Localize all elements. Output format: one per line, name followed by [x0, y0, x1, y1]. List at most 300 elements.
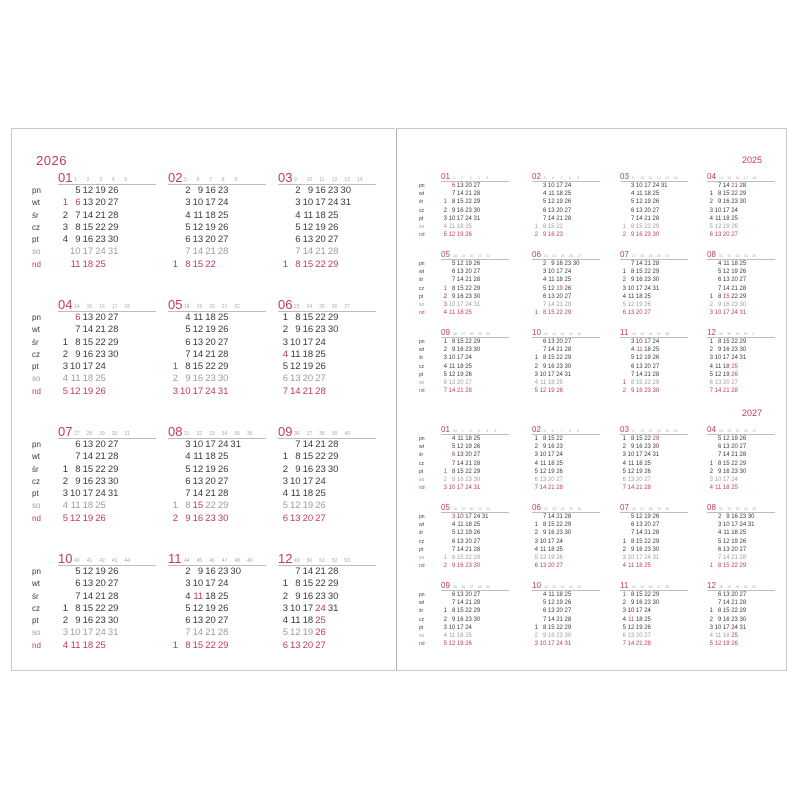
day-cell: 1 — [443, 554, 447, 561]
day-cell: 5 — [630, 514, 635, 520]
day-cell: 1 — [534, 522, 538, 529]
day-cell: 16 — [722, 347, 730, 354]
day-cell: 24 — [556, 452, 563, 459]
day-cell: 15 — [722, 191, 730, 198]
weekday-row-6 — [32, 259, 156, 271]
weekday-row-5 — [512, 554, 600, 562]
day-cell: 23 — [644, 600, 651, 607]
month-number: 05 — [168, 297, 183, 312]
month-10 — [32, 553, 156, 652]
month-header — [620, 329, 688, 338]
day-cell: 12 — [192, 463, 204, 475]
month-number: 07 — [620, 503, 629, 512]
day-cell: 1 — [709, 608, 713, 615]
day-cell: 17 — [722, 207, 730, 214]
week-number: 40 — [344, 431, 350, 437]
day-cell: 24 — [315, 336, 326, 348]
day-cell: 5 — [62, 385, 68, 397]
day-cell: 27 — [217, 475, 229, 487]
week-number: 14 — [74, 304, 80, 310]
day-cell: 29 — [564, 310, 572, 317]
day-cell: 3 — [62, 488, 68, 500]
weekday-row-4 — [600, 293, 688, 301]
weekday-label: cz — [419, 460, 424, 467]
day-cell: 18 — [556, 277, 563, 284]
weekday-label: pt — [419, 371, 424, 378]
weekday-label: pt — [419, 624, 424, 631]
week-number: 11 — [648, 429, 653, 433]
day-cell: 4 — [295, 209, 301, 221]
day-cell: 23 — [327, 185, 339, 196]
day-cell: 23 — [315, 590, 326, 602]
day-cell: 29 — [564, 624, 572, 631]
day-cell: 5 — [443, 232, 447, 239]
month-header — [278, 299, 376, 312]
week-number: 13 — [719, 429, 723, 433]
day-cell: 13 — [448, 379, 456, 386]
day-cell: 17 — [82, 627, 94, 639]
weekday-label: nd — [419, 641, 425, 648]
day-cell: 18 — [722, 215, 730, 222]
day-cell: 15 — [192, 500, 204, 512]
day-cell: 16 — [192, 373, 204, 385]
day-cell: 20 — [644, 207, 651, 214]
week-number: 18 — [453, 507, 457, 511]
weekday-label: cz — [419, 538, 424, 545]
day-cell: 22 — [95, 336, 106, 348]
day-cell: 2 — [622, 232, 626, 239]
day-cell: 31 — [747, 522, 755, 529]
day-cell: 23 — [465, 563, 472, 570]
day-cell: 4 — [62, 500, 68, 512]
week-number: 19 — [461, 507, 466, 511]
week-number: 1 — [453, 176, 455, 180]
day-cell: 25 — [327, 209, 339, 221]
left-page-2026 — [11, 128, 395, 671]
day-cell: 19 — [644, 514, 651, 520]
weekday-row-6 — [32, 386, 156, 398]
weekday-row-6 — [512, 387, 600, 395]
week-number: 50 — [306, 558, 313, 564]
month-05 — [419, 251, 509, 317]
day-cell: 7 — [630, 215, 635, 222]
day-cell: 23 — [731, 468, 738, 475]
weekday-row-2 — [600, 198, 688, 206]
weekday-row-5 — [258, 500, 376, 512]
weekday-row-6 — [600, 562, 688, 570]
day-cell: 17 — [722, 476, 730, 483]
day-cell: 14 — [192, 488, 204, 500]
week-number: 27 — [632, 254, 636, 258]
weekday-row-5 — [258, 627, 376, 639]
day-cell: 3 — [534, 371, 538, 378]
day-cell: 2 — [709, 199, 713, 206]
day-cell: 7 — [709, 388, 713, 395]
day-cell: 7 — [542, 616, 547, 623]
day-cell: 1 — [622, 223, 626, 230]
day-cell: 18 — [302, 348, 314, 360]
day-cell: 15 — [722, 563, 730, 570]
month-header — [532, 426, 600, 435]
day-cell: 7 — [451, 460, 456, 467]
day-cell: 3 — [542, 269, 547, 276]
day-cell: 11 — [70, 639, 81, 651]
week-number: 21 — [477, 507, 482, 511]
weekday-row-1 — [419, 443, 509, 451]
day-cell: 9 — [307, 185, 314, 196]
day-cell: 9 — [717, 199, 722, 206]
day-cell: 1 — [172, 639, 178, 651]
day-cell: 9 — [717, 616, 722, 623]
day-cell: 6 — [630, 207, 635, 214]
weekday-row-2 — [687, 276, 775, 284]
weekday-row-3 — [419, 285, 509, 293]
day-cell: 19 — [315, 221, 326, 233]
day-cell: 8 — [451, 339, 456, 345]
week-number: 2 — [469, 429, 472, 433]
day-cell: 4 — [443, 223, 447, 230]
day-cell: 25 — [731, 363, 738, 370]
day-cell: 26 — [652, 355, 660, 362]
day-cell: 24 — [731, 355, 738, 362]
day-cell: 9 — [542, 363, 547, 370]
day-cell: 13 — [627, 310, 635, 317]
weekday-row-6 — [148, 259, 266, 271]
day-cell: 18 — [644, 191, 651, 198]
day-cell: 28 — [473, 600, 481, 607]
week-number: 44 — [577, 332, 582, 336]
weekday-label: cz — [32, 349, 40, 359]
weekday-row-2 — [258, 591, 376, 603]
day-cell: 3 — [282, 475, 288, 487]
day-cell: 8 — [630, 223, 635, 230]
day-cell: 23 — [217, 566, 229, 577]
day-cell: 6 — [75, 197, 81, 209]
weekday-row-3 — [687, 538, 775, 546]
day-cell: 28 — [739, 285, 747, 292]
day-cell: 26 — [217, 602, 229, 614]
day-cell: 6 — [542, 608, 547, 615]
weekday-row-4 — [512, 215, 600, 223]
day-cell: 24 — [465, 355, 472, 362]
day-cell: 26 — [556, 554, 563, 561]
day-cell: 5 — [717, 538, 722, 545]
day-cell: 15 — [456, 199, 464, 206]
day-cell: 24 — [731, 476, 738, 483]
month-08 — [148, 426, 266, 525]
weekday-row-4 — [419, 624, 509, 632]
day-cell: 19 — [722, 371, 730, 378]
weekday-row-2 — [148, 591, 266, 603]
week-number: 47 — [221, 558, 228, 564]
day-cell: 6 — [282, 512, 288, 524]
weekday-row-2 — [512, 354, 600, 362]
weekday-label: pt — [419, 468, 424, 475]
day-cell: 29 — [739, 191, 747, 198]
day-cell: 20 — [95, 197, 106, 209]
day-cell: 27 — [217, 615, 229, 627]
day-cell: 20 — [731, 546, 738, 553]
day-cell: 26 — [315, 627, 326, 639]
weekday-row-4 — [600, 215, 688, 223]
day-cell: 24 — [95, 246, 106, 258]
day-cell: 3 — [709, 207, 713, 214]
day-cell: 26 — [731, 371, 738, 378]
day-cell: 14 — [635, 215, 643, 222]
day-cell: 13 — [714, 379, 722, 386]
day-cell: 20 — [302, 639, 314, 651]
day-cell: 28 — [652, 215, 660, 222]
day-cell: 31 — [660, 183, 668, 189]
day-cell: 30 — [739, 616, 747, 623]
week-number: 27 — [74, 431, 80, 437]
day-cell: 3 — [622, 285, 626, 292]
weekday-row-6 — [600, 309, 688, 317]
day-cell: 15 — [456, 339, 464, 345]
week-number: 20 — [469, 507, 474, 511]
day-cell: 6 — [75, 439, 81, 450]
day-cell: 4 — [451, 436, 456, 442]
day-cell: 4 — [630, 347, 635, 354]
weekday-row-3 — [419, 616, 509, 624]
week-number: 13 — [344, 177, 350, 183]
day-cell: 18 — [456, 632, 464, 639]
weekday-row-0 — [600, 260, 688, 268]
day-cell: 18 — [635, 460, 643, 467]
day-cell: 21 — [556, 215, 563, 222]
weekday-label: pn — [32, 567, 41, 576]
week-number: 20 — [209, 304, 215, 310]
day-cell: 2 — [622, 444, 626, 451]
day-cell: 12 — [192, 324, 204, 336]
week-number: 9 — [294, 177, 297, 183]
day-cell: 30 — [652, 388, 660, 395]
day-cell: 20 — [465, 452, 472, 459]
day-cell: 28 — [739, 600, 747, 607]
weekday-row-1 — [600, 443, 688, 451]
month-number: 12 — [707, 581, 716, 590]
week-number: 27 — [577, 254, 582, 258]
day-cell: 21 — [556, 301, 563, 308]
day-cell: 2 — [622, 388, 626, 395]
month-12 — [687, 582, 775, 648]
weekday-row-3 — [419, 363, 509, 371]
weekday-label: pn — [32, 313, 41, 322]
month-header — [168, 299, 266, 312]
month-number: 08 — [707, 250, 716, 259]
day-cell: 25 — [465, 363, 472, 370]
day-cell: 16 — [456, 563, 464, 570]
day-cell: 17 — [635, 452, 643, 459]
day-cell: 21 — [722, 388, 730, 395]
day-cell: 5 — [717, 269, 722, 276]
day-cell: 30 — [107, 475, 119, 487]
day-cell: 30 — [327, 324, 339, 336]
day-cell: 29 — [107, 463, 119, 475]
day-cell: 21 — [731, 600, 738, 607]
day-cell: 28 — [465, 388, 472, 395]
day-cell: 10 — [627, 452, 635, 459]
weekday-row-6 — [148, 386, 266, 398]
day-cell: 23 — [739, 514, 747, 520]
day-cell: 28 — [473, 277, 481, 284]
day-cell: 5 — [709, 223, 713, 230]
day-cell: 28 — [644, 641, 651, 648]
day-cell: 17 — [192, 385, 204, 397]
day-cell: 12 — [192, 602, 204, 614]
week-number: 19 — [461, 254, 466, 258]
week-number: 3 — [469, 176, 472, 180]
day-cell: 12 — [635, 355, 643, 362]
day-cell: 29 — [473, 285, 481, 292]
week-number: 18 — [752, 176, 757, 180]
weekday-label: pn — [32, 186, 41, 195]
day-cell: 27 — [107, 578, 119, 590]
day-cell: 27 — [107, 312, 119, 323]
weekday-label: nd — [419, 388, 425, 395]
day-cell: 26 — [107, 566, 119, 577]
day-cell: 28 — [564, 215, 572, 222]
day-cell: 10 — [627, 608, 635, 615]
day-cell: 10 — [714, 207, 722, 214]
weekday-row-6 — [512, 231, 600, 239]
day-cell: 20 — [556, 207, 563, 214]
weekday-row-6 — [419, 484, 509, 492]
day-cell: 13 — [82, 197, 94, 209]
weekday-row-3 — [687, 460, 775, 468]
weekday-row-6 — [600, 640, 688, 648]
weekday-row-2 — [600, 276, 688, 284]
day-cell: 7 — [542, 347, 547, 354]
day-cell: 27 — [739, 444, 747, 451]
week-number: 10 — [640, 176, 645, 180]
day-cell: 17 — [644, 183, 651, 189]
day-cell: 2 — [534, 530, 538, 537]
day-cell: 17 — [456, 215, 464, 222]
month-01 — [32, 172, 156, 271]
day-cell: 5 — [542, 199, 547, 206]
day-cell: 29 — [739, 608, 747, 615]
day-cell: 3 — [630, 183, 635, 189]
weekday-row-1 — [687, 346, 775, 354]
day-cell: 15 — [547, 355, 555, 362]
day-cell: 8 — [451, 199, 456, 206]
day-cell: 30 — [107, 615, 119, 627]
day-cell: 30 — [217, 373, 229, 385]
day-cell: 2 — [542, 261, 547, 267]
day-cell: 30 — [107, 234, 119, 246]
weekday-label: nd — [32, 640, 41, 650]
day-cell: 19 — [635, 624, 643, 631]
week-number: 4 — [486, 429, 489, 433]
day-cell: 1 — [443, 339, 447, 345]
day-cell: 28 — [731, 388, 738, 395]
year-title-2025: 2025 — [741, 155, 762, 165]
day-cell: 23 — [315, 324, 326, 336]
day-cell: 20 — [635, 310, 643, 317]
day-cell: 27 — [644, 310, 651, 317]
day-cell: 30 — [739, 199, 747, 206]
weekday-row-4 — [687, 624, 775, 632]
weekday-row-6 — [512, 562, 600, 570]
day-cell: 17 — [205, 197, 216, 209]
day-cell: 1 — [443, 608, 447, 615]
day-cell: 7 — [542, 301, 547, 308]
week-number: 41 — [86, 558, 93, 564]
day-cell: 13 — [722, 277, 730, 284]
day-cell: 19 — [302, 627, 314, 639]
day-cell: 3 — [443, 355, 447, 362]
day-cell: 18 — [635, 616, 643, 623]
day-cell: 29 — [473, 468, 481, 475]
weekday-row-1 — [32, 197, 156, 209]
day-cell: 11 — [303, 209, 314, 221]
day-cell: 8 — [295, 312, 301, 323]
weekday-row-2 — [512, 529, 600, 537]
day-cell: 16 — [456, 207, 464, 214]
month-header — [707, 251, 775, 260]
day-cell: 29 — [652, 592, 660, 598]
weekday-row-6 — [687, 640, 775, 648]
weekday-row-5 — [687, 301, 775, 309]
week-number: 52 — [743, 332, 748, 336]
day-cell: 12 — [547, 199, 555, 206]
day-cell: 26 — [739, 269, 747, 276]
weekday-label: wt — [419, 347, 424, 354]
day-cell: 11 — [70, 258, 81, 270]
day-cell: 13 — [456, 538, 464, 545]
month-header — [168, 553, 266, 566]
day-cell: 22 — [205, 258, 216, 270]
day-cell: 25 — [95, 639, 106, 651]
week-number: 42 — [560, 585, 565, 589]
day-cell: 12 — [448, 371, 456, 378]
day-cell: 7 — [185, 246, 191, 258]
day-cell: 10 — [70, 488, 81, 500]
day-cell: 30 — [572, 261, 580, 267]
day-cell: 8 — [185, 639, 191, 651]
weekday-row-2 — [32, 591, 156, 603]
day-cell: 7 — [542, 514, 547, 520]
day-cell: 29 — [327, 578, 339, 590]
month-07 — [600, 504, 688, 570]
day-cell: 28 — [564, 301, 572, 308]
weekday-row-6 — [32, 513, 156, 525]
week-number: 38 — [477, 585, 482, 589]
day-cell: 17 — [82, 361, 94, 373]
month-number: 11 — [620, 581, 629, 590]
weekday-row-0 — [687, 338, 775, 346]
day-cell: 20 — [556, 339, 563, 345]
weekday-row-4 — [687, 546, 775, 554]
weekday-row-4 — [419, 293, 509, 301]
week-number: 39 — [486, 585, 491, 589]
day-cell: 15 — [456, 285, 464, 292]
day-cell: 14 — [192, 246, 204, 258]
weekday-row-3 — [32, 349, 156, 361]
month-number: 01 — [58, 170, 73, 185]
day-cell: 19 — [644, 199, 651, 206]
day-cell: 11 — [70, 500, 81, 512]
weekday-row-6 — [600, 387, 688, 395]
day-cell: 20 — [315, 234, 326, 246]
day-cell: 12 — [539, 388, 547, 395]
day-cell: 22 — [465, 554, 472, 561]
week-number: 9 — [234, 177, 238, 183]
day-cell: 9 — [75, 615, 81, 627]
weekday-row-5 — [600, 632, 688, 640]
day-cell: 8 — [185, 500, 191, 512]
